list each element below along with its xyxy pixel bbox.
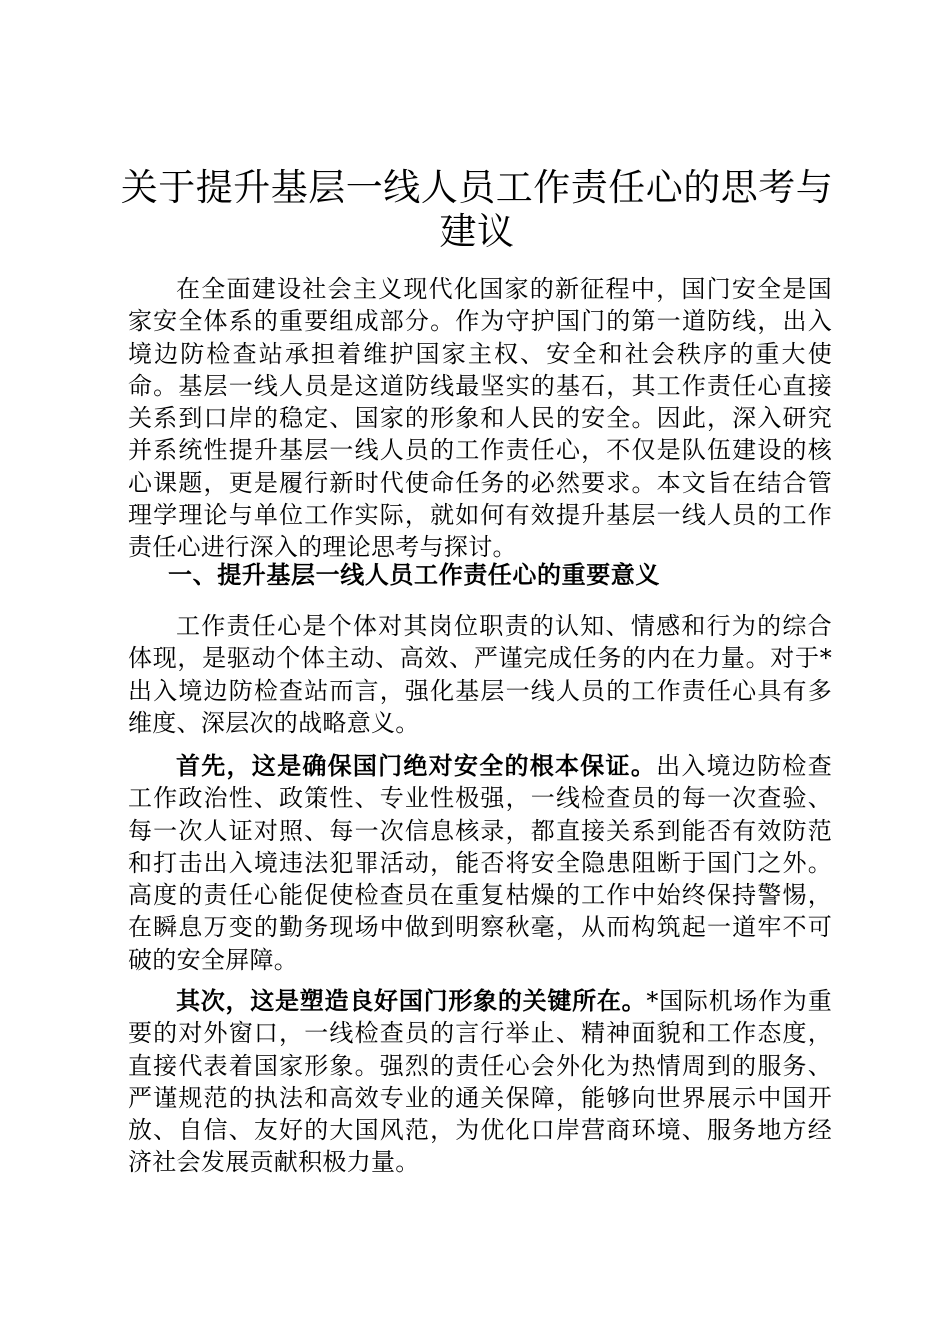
point-body-second: *国际机场作为重要的对外窗口，一线检查员的言行举止、精神面貌和工作态度，直接代表着国家形象。强烈的责任心会外化为热情周到的服务、严谨规范的执法和高效专业的通关保障，能够向世界展示中国开放、自信、友好的大国风范，为优化口岸营商环境、服务地方经济社会发展贡献积极力量。 [128, 987, 832, 1177]
point-paragraph-first [128, 750, 832, 976]
point-lead-first: 首先，这是确保国门绝对安全的根本保证。 [176, 751, 657, 780]
document-title: 关于提升基层一线人员工作责任心的思考与建议 [120, 166, 834, 253]
point-body-first: 出入境边防检查工作政治性、政策性、专业性极强，一线检查员的每一次查验、每一次人证对照、每一次信息核录，都直接关系到能否有效防范和打击出入境违法犯罪活动，能否将安全隐患阻断于国门之外。高度的责任心能促使检查员在重复枯燥的工作中始终保持警惕，在瞬息万变的勤务现场中做到明察秋毫，从而构筑起一道牢不可破的安全屏障。 [128, 752, 832, 974]
intro-paragraph: 在全面建设社会主义现代化国家的新征程中，国门安全是国家安全体系的重要组成部分。作为守护国门的第一道防线，出入境边防检查站承担着维护国家主权、安全和社会秩序的重大使命。基层一线人员是这道防线最坚实的基石，其工作责任心直接关系到口岸的稳定、国家的形象和人民的安全。因此，深入研究并系统性提升基层一线人员的工作责任心，不仅是队伍建设的核心课题，更是履行新时代使命任务的必然要求。本文旨在结合管理学理论与单位工作实际，就如何有效提升基层一线人员的工作责任心进行深入的理论思考与探讨。 [128, 275, 832, 562]
section-paragraph: 工作责任心是个体对其岗位职责的认知、情感和行为的综合体现，是驱动个体主动、高效、严谨完成任务的内在力量。对于*出入境边防检查站而言，强化基层一线人员的工作责任心具有多维度、深层次的战略意义。 [128, 612, 832, 737]
point-lead-second: 其次，这是塑造良好国门形象的关键所在。 [176, 986, 647, 1015]
point-paragraph-second [128, 985, 832, 1179]
section-heading: 一、提升基层一线人员工作责任心的重要意义 [168, 560, 660, 589]
